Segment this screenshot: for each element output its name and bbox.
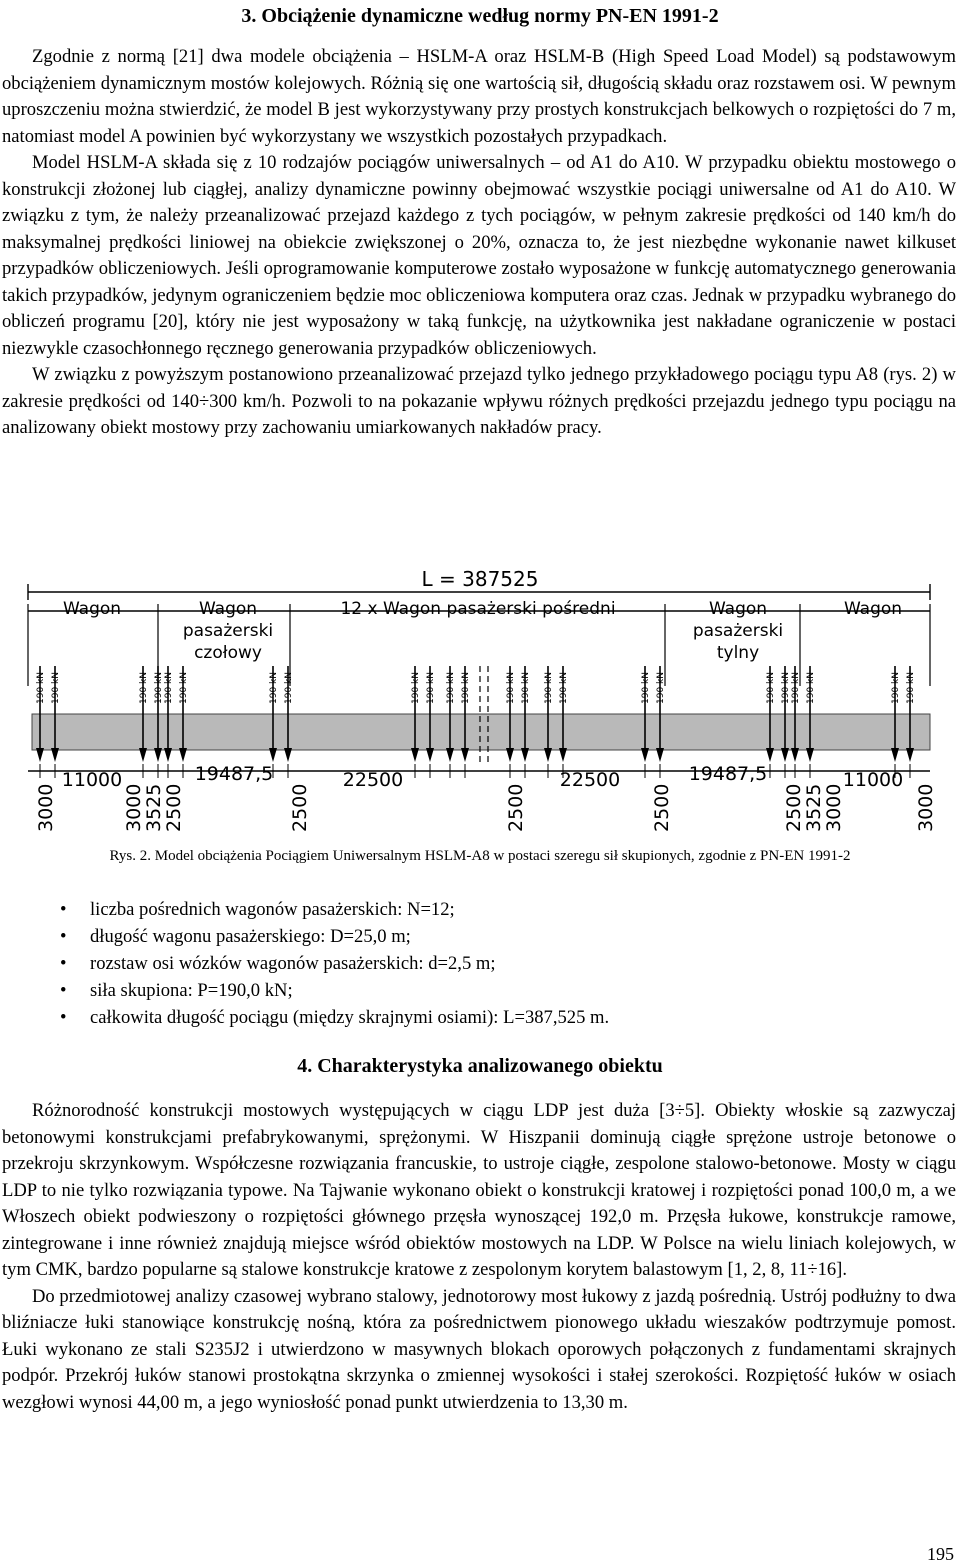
force-label: 190 kN bbox=[791, 672, 801, 704]
bullet-icon: • bbox=[60, 980, 67, 1001]
span-label: 19487,5 bbox=[194, 763, 274, 785]
force-label: 190 kN bbox=[906, 672, 916, 704]
dimension-label: 3000 bbox=[123, 783, 145, 832]
wagon-right-label: Wagon bbox=[843, 599, 903, 619]
force-label: 190 kN bbox=[781, 672, 791, 704]
total-length-label: L = 387525 bbox=[421, 567, 539, 591]
parameter-list bbox=[55, 896, 935, 1031]
page-number: 195 bbox=[927, 1544, 954, 1564]
bullet-icon: • bbox=[60, 1007, 67, 1028]
force-label: 190 kN bbox=[656, 672, 666, 704]
force-label: 190 kN bbox=[154, 672, 164, 704]
list-item bbox=[55, 977, 935, 1004]
force-label: 190 kN bbox=[139, 672, 149, 704]
figure-caption: Rys. 2. Model obciążenia Pociągiem Uniwersalnym HSLM-A8 w postaci szeregu sił skupionych, zgodnie z PN-EN 1991-2 bbox=[109, 848, 851, 864]
force-label: 190 kN bbox=[36, 672, 46, 704]
dimension-label: 3525 bbox=[143, 783, 165, 832]
rear-wagon-label-3: tylny bbox=[716, 643, 760, 663]
front-wagon-label-3: czołowy bbox=[194, 643, 262, 663]
dimension-label: 3000 bbox=[915, 783, 937, 832]
list-item-text: liczba pośrednich wagonów pasażerskich: N=12; bbox=[90, 899, 455, 920]
force-label: 190 kN bbox=[411, 672, 421, 704]
force-label: 190 kN bbox=[641, 672, 651, 704]
paragraph: Różnorodność konstrukcji mostowych występujących w ciągu LDP jest duża [3÷5]. Obiekty włoskie są zazwyczaj betonowymi konstrukcjami prefabrykowanymi, sprężonymi. W Hiszpanii dominują ciągłe sprężone ustroje betonowe o przekroju skrzynkowym. Współczesne rozwiązania francuskie, to ustroje ciągłe, zespolone stalowo-betonowe. Mosty w ciągu LDP to nie tylko rozwiązania typowe. Na Tajwanie wykonano obiekt o konstrukcji kratowej i rozpiętości ponad 100,0 m, a we Włoszech obiekt podwieszony o rozpiętości głównego przęsła wynoszącej 192,0 m. Przęsła łukowe, konstrukcje ramowe, zintegrowane i inne również znajdują miejsce wśród obiektów mostowych na LDP. W Polsce na wielu liniach kolejowych, w tym CMK, bardzo popularne są stalowe konstrukcje kratowe z zespolonym korytem balastowym [1, 2, 8, 11÷16]. bbox=[2, 1100, 956, 1280]
list-item-text: długość wagonu pasażerskiego: D=25,0 m; bbox=[90, 926, 411, 947]
dimension-label: 3000 bbox=[823, 783, 845, 832]
list-item-text: całkowita długość pociągu (między skrajnymi osiami): L=387,525 m. bbox=[90, 1007, 610, 1028]
force-label: 190 kN bbox=[51, 672, 61, 704]
force-label: 190 kN bbox=[521, 672, 531, 704]
force-label: 190 kN bbox=[766, 672, 776, 704]
span-label: 22500 bbox=[559, 769, 621, 791]
list-item bbox=[55, 950, 935, 977]
force-label: 190 kN bbox=[806, 672, 816, 704]
wagon-left-label: Wagon bbox=[62, 599, 122, 619]
span-label: 11000 bbox=[61, 769, 123, 791]
span-label: 22500 bbox=[342, 769, 404, 791]
section-3-heading: 3. Obciążenie dynamiczne według normy PN-EN 1991-2 bbox=[241, 5, 719, 27]
force-label: 190 kN bbox=[426, 672, 436, 704]
section-4-body bbox=[2, 1098, 956, 1416]
bullet-icon: • bbox=[60, 953, 67, 974]
middle-wagons-label: 12 x Wagon pasażerski pośredni bbox=[340, 599, 616, 619]
dimension-label: 2500 bbox=[651, 783, 673, 832]
dimension-label: 2500 bbox=[783, 783, 805, 832]
load-model-figure bbox=[0, 566, 960, 840]
force-label: 190 kN bbox=[446, 672, 456, 704]
list-item bbox=[55, 1004, 935, 1031]
dimension-label: 3000 bbox=[35, 783, 57, 832]
section-4-heading: 4. Charakterystyka analizowanego obiektu bbox=[297, 1055, 663, 1077]
force-label: 190 kN bbox=[506, 672, 516, 704]
force-label: 190 kN bbox=[284, 672, 294, 704]
list-item bbox=[55, 896, 935, 923]
dimension-label: 2500 bbox=[289, 783, 311, 832]
force-label: 190 kN bbox=[544, 672, 554, 704]
rear-wagon-label-1: Wagon bbox=[708, 599, 768, 619]
span-label: 11000 bbox=[842, 769, 904, 791]
force-label: 190 kN bbox=[179, 672, 189, 704]
force-label: 190 kN bbox=[559, 672, 569, 704]
bullet-icon: • bbox=[60, 926, 67, 947]
section-3-body bbox=[2, 44, 956, 442]
paragraph: Zgodnie z normą [21] dwa modele obciążenia – HSLM-A oraz HSLM-B (High Speed Load Model) są podstawowym obciążeniem dynamicznym mostów kolejowych. Różnią się one wartością sił, długością składu oraz rozstawem osi. W pewnym uproszczeniu można stwierdzić, że model B jest wykorzystywany przy prostych konstrukcjach belkowych o rozpiętości do 7 m, natomiast model A powinien być wykorzystany we wszystkich pozostałych przypadkach. bbox=[2, 46, 956, 147]
dimension-label: 2500 bbox=[505, 783, 527, 832]
list-item-text: siła skupiona: P=190,0 kN; bbox=[90, 980, 293, 1001]
paragraph: Do przedmiotowej analizy czasowej wybrano stalowy, jednotorowy most łukowy z jazdą pośrednią. Ustrój podłużny to dwa bliźniacze łuki stanowiące konstrukcję nośną, która za pośrednictwem pionowego układu wieszaków podtrzymuje pomost. Łuki wykonano ze stali S235J2 i utwierdzono w masywnych blokach oporowych połączonych z fundamentami skrajnych podpór. Przekrój łuków stanowi prostokątna skrzynka o zmiennej wysokości i stałej szerokości. Rozpiętość łuków w osiach wezgłowi wynosi 44,00 m, a jego wyniosłość ponad punkt utwierdzenia to 13,30 m. bbox=[2, 1285, 956, 1413]
list-item-text: rozstaw osi wózków wagonów pasażerskich: d=2,5 m; bbox=[90, 953, 496, 974]
bullet-icon: • bbox=[60, 899, 67, 920]
front-wagon-label-1: Wagon bbox=[198, 599, 258, 619]
force-label: 190 kN bbox=[461, 672, 471, 704]
paragraph: Model HSLM-A składa się z 10 rodzajów pociągów uniwersalnych – od A1 do A10. W przypadku obiektu mostowego o konstrukcji złożonej lub ciągłej, analizy dynamiczne powinny obejmować wszystkie pociągi uniwersalne od A1 do A10. W związku z tym, że należy przeanalizować przejazd każdego z tych pociągów, w pełnym zakresie prędkości od 140 km/h do maksymalnej prędkości liniowej na obiekcie zwiększonej o 20%, oznacza to, że jest niezbędne wykonanie nawet kilkuset przypadków obliczeniowych. Jeśli oprogramowanie komputerowe zostało wyposażone w funkcję automatycznego generowania takich przypadków, jedynym ograniczeniem będzie moc obliczeniowa komputera oraz czas. Jednak w przypadku wybranego do obliczeń programu [20], który nie jest wyposażony w taką funkcję, na użytkownika jest nakładane ograniczenie w postaci niezwykle czasochłonnego ręcznego generowania przypadków obliczeniowych. bbox=[2, 152, 956, 359]
paragraph: W związku z powyższym postanowiono przeanalizować przejazd tylko jednego przykładowego pociągu typu A8 (rys. 2) w zakresie prędkości od 140÷300 km/h. Pozwoli to na pokazanie wpływu różnych prędkości przejazdu jednego typu pociągu na analizowany obiekt mostowy przy zachowaniu umiarkowanych nakładów pracy. bbox=[2, 364, 956, 438]
front-wagon-label-2: pasażerski bbox=[182, 621, 274, 641]
list-item bbox=[55, 923, 935, 950]
span-label: 19487,5 bbox=[688, 763, 768, 785]
force-label: 190 kN bbox=[891, 672, 901, 704]
dimension-label: 2500 bbox=[163, 783, 185, 832]
force-label: 190 kN bbox=[164, 672, 174, 704]
rear-wagon-label-2: pasażerski bbox=[692, 621, 784, 641]
force-label: 190 kN bbox=[269, 672, 279, 704]
dimension-label: 3525 bbox=[803, 783, 825, 832]
